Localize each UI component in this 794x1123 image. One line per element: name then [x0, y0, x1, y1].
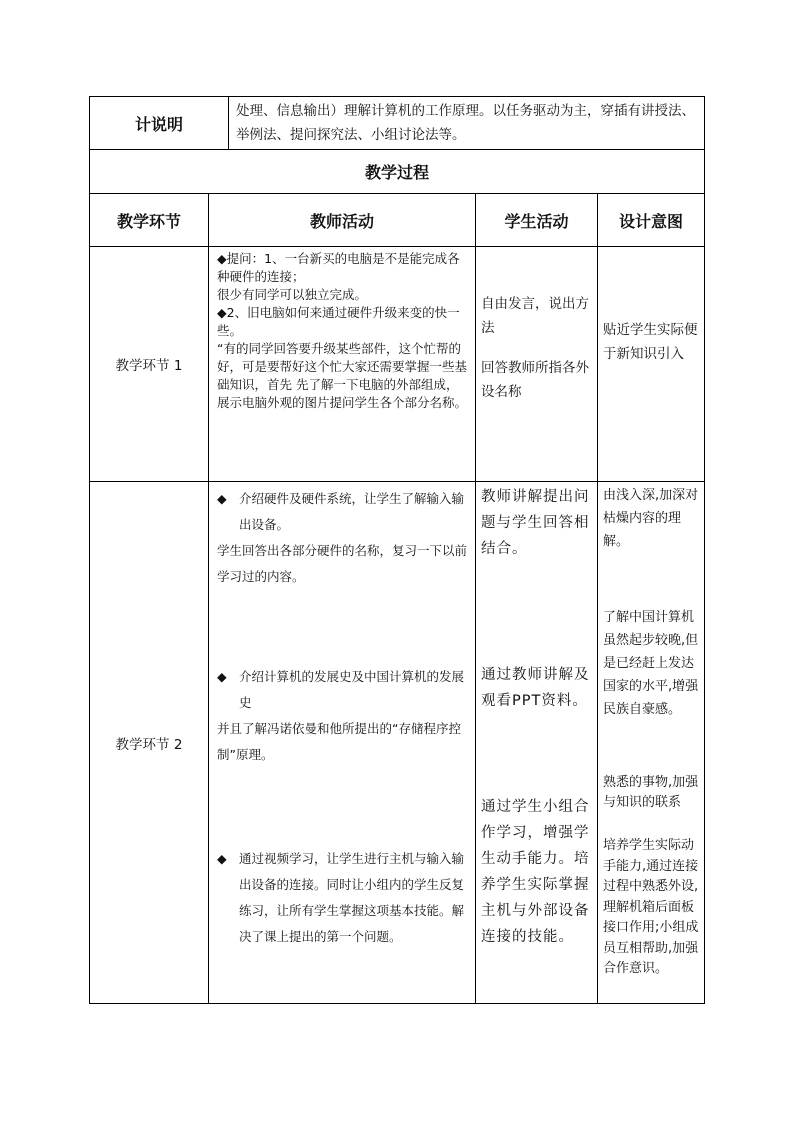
header-teacher: 教师活动 [309, 211, 374, 231]
row1-student [481, 292, 593, 404]
header-stage: 教学环节 [116, 211, 181, 231]
row2-teacher-bullet: 介绍计算机的发展史及中国计算机的发展史 [239, 669, 465, 710]
row2-teacher-bullet: 通过视频学习，让学生进行主机与输入输出设备的连接。同时让小组内的学生反复练习，让所有学生掌握这项基本技能。解决了课上提出的第一个问题。 [239, 851, 465, 944]
row2-teacher-extra: 学生回答出各部分硬件的名称，复习一下以前学习过的内容。 [217, 543, 468, 584]
row2-student-block-3: 通过学生小组合作学习，增强学生动手能力。培养学生实际掌握主机与外部设备连接的技能。 [481, 799, 590, 945]
row1-teacher-line: “有的同学回答要升级某些部件，这个忙帮的好，可是要帮好这个忙大家还需要掌握一些基础知识，首先 先了解一下电脑的外部组成，展示电脑外观的图片提问学生各个部分名称。 [217, 341, 468, 410]
row2-student-block-2: 通过教师讲解及观看PPT资料。 [481, 667, 590, 709]
bullet-icon: ◆ [217, 669, 227, 684]
row2-teacher-bullet: 介绍硬件及硬件系统，让学生了解输入输出设备。 [239, 491, 465, 532]
header-student: 学生活动 [504, 211, 569, 231]
row2-design-block-2: 了解中国计算机虽然起步较晚,但是已经赶上发达国家的水平,增强民族自豪感。 [603, 610, 699, 717]
row1-teacher-line: 很少有同学可以独立完成。 [217, 287, 368, 302]
section-title: 教学过程 [364, 163, 429, 182]
row2-teacher-block-2 [217, 664, 469, 768]
design-note-label: 计说明 [134, 114, 183, 134]
row2-teacher-block-1 [217, 486, 469, 590]
bullet-icon: ◆ [217, 491, 227, 506]
row2-student-block-1: 教师讲解提出问题与学生回答相结合。 [481, 489, 590, 557]
row1-student-line: 自由发言，说出方法 [481, 296, 589, 336]
bullet-icon: ◆ [217, 851, 227, 866]
col-divider [475, 193, 476, 1004]
header-design: 设计意图 [618, 211, 683, 231]
row1-teacher-line: ◆提问：1、一台新买的电脑是不是能完成各种硬件的连接； [217, 251, 460, 284]
row1-teacher-line: ◆2、旧电脑如何来通过硬件升级来变的快一些。 [217, 305, 460, 338]
col-divider [208, 193, 209, 1004]
col-divider [597, 193, 598, 1004]
row2-design-block-1: 由浅入深,加深对枯燥内容的理解。 [603, 488, 699, 549]
row2-design-block-3: 熟悉的事物,加强与知识的联系 [603, 775, 699, 810]
row2-teacher-extra: 并且了解冯诺依曼和他所提出的“存储程序控制”原理。 [217, 721, 461, 762]
row1-teacher [217, 250, 469, 412]
design-note-content: 处理、信息输出）理解计算机的工作原理。以任务驱动为主，穿插有讲授法、举例法、提问探究法、小组讨论法等。 [236, 103, 695, 143]
row1-student-line: 回答教师所指各外设名称 [481, 360, 589, 400]
row1-stage: 教学环节 1 [115, 358, 183, 374]
row2-teacher-block-3 [217, 846, 469, 950]
row1-design: 贴近学生实际便于新知识引入 [603, 322, 698, 362]
row2-design-block-4: 培养学生实际动手能力,通过连接过程中熟悉外设,理解机箱后面板接口作用;小组成员互相帮助,加强合作意识。 [603, 838, 699, 976]
row2-stage: 教学环节 2 [115, 736, 183, 753]
col-divider [228, 96, 229, 149]
